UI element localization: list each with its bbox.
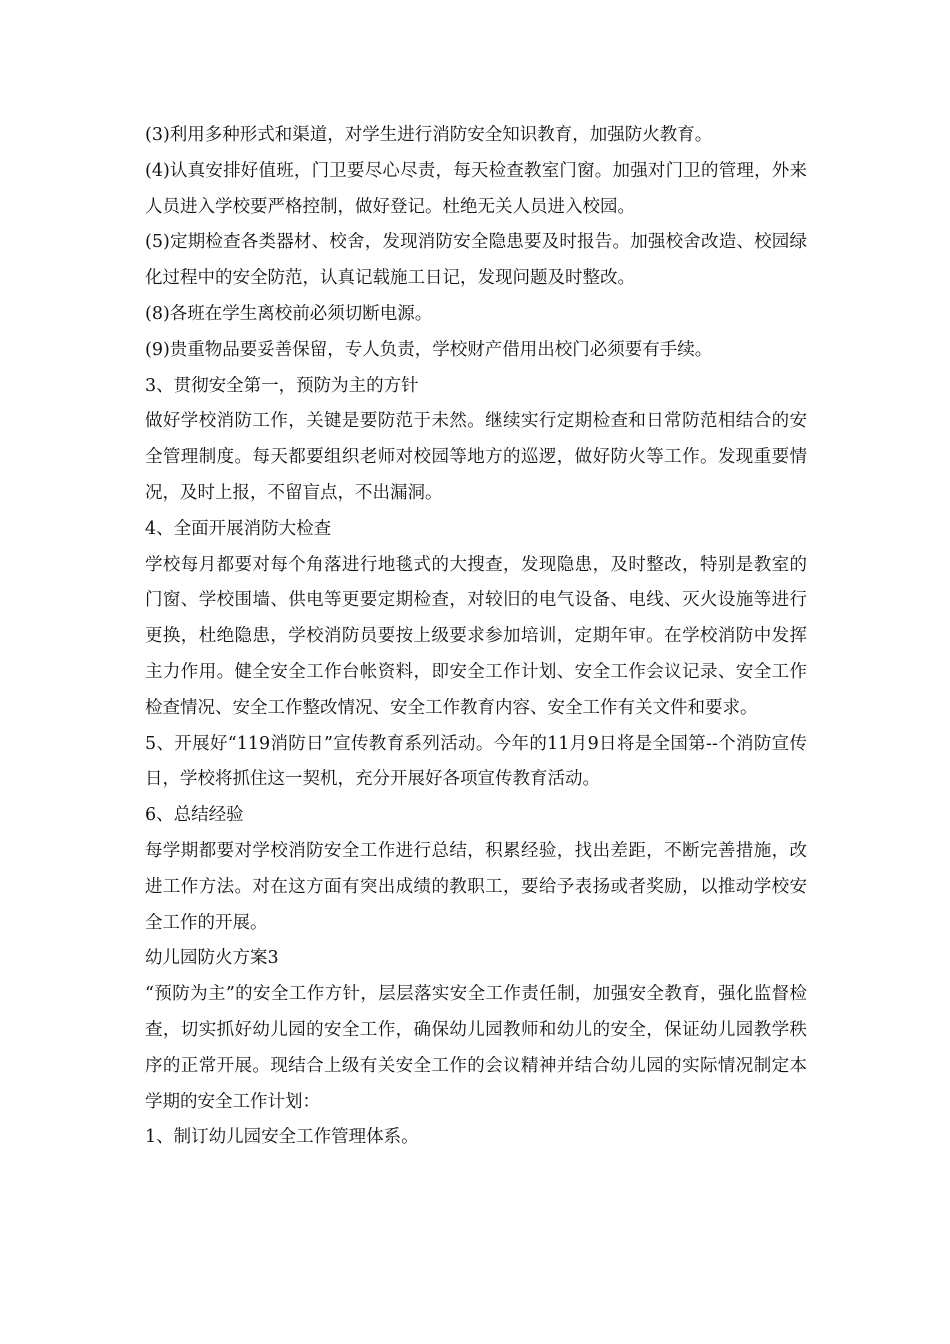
paragraph-body: 学校每月都要对每个角落进行地毯式的大搜查，发现隐患，及时整改，特别是教室的门窗、学校围墙、供电等更要定期检查，对较旧的电气设备、电线、灭火设施等进行更换，杜绝隐患，学校消防员要按上级要求参加培训，定期年审。在学校消防中发挥主力作用。健全安全工作台帐资料，即安全工作计划、安全工作会议记录、安全工作检查情况、安全工作整改情况、安全工作教育内容、安全工作有关文件和要求。: [145, 554, 807, 718]
paragraph-item-4: (4)认真安排好值班，门卫要尽心尽责，每天检查教室门窗。加强对门卫的管理，外来人员进入学校要严格控制，做好登记。杜绝无关人员进入校园。: [145, 160, 807, 217]
paragraph-item-9: (9)贵重物品要妥善保留，专人负责，学校财产借用出校门必须要有手续。: [145, 339, 713, 360]
document-section-title: 幼儿园防火方案3: [145, 948, 279, 969]
paragraph-body: “预防为主”的安全工作方针，层层落实安全工作责任制，加强安全教育，强化监督检查，切实抓好幼儿园的安全工作，确保幼儿园教师和幼儿的安全，保证幼儿园教学秩序的正常开展。现结合上级有关安全工作的会议精神并结合幼儿园的实际情况制定本学期的安全工作计划：: [145, 984, 807, 1112]
section-heading-3: 3、贯彻安全第一，预防为主的方针: [145, 375, 419, 396]
section-heading-5: 5、开展好“119消防日”宣传教育系列活动。今年的11月9日将是全国第--个消防宣传日，学校将抓住这一契机，充分开展好各项宣传教育活动。: [145, 733, 807, 790]
section-heading-4: 4、全面开展消防大检查: [145, 518, 332, 539]
paragraph-item-8: (8)各班在学生离校前必须切断电源。: [145, 303, 433, 324]
paragraph-body: 做好学校消防工作，关键是要防范于未然。继续实行定期检查和日常防范相结合的安全管理制度。每天都要组织老师对校园等地方的巡逻，做好防火等工作。发现重要情况，及时上报，不留盲点，不出漏洞。: [145, 411, 807, 503]
paragraph-item-5: (5)定期检查各类器材、校舍，发现消防安全隐患要及时报告。加强校舍改造、校园绿化过程中的安全防范，认真记载施工日记，发现问题及时整改。: [145, 232, 807, 289]
section-heading-1: 1、制订幼儿园安全工作管理体系。: [145, 1127, 419, 1148]
document-body: [145, 118, 807, 1156]
section-heading-6: 6、总结经验: [145, 805, 244, 826]
paragraph-body: 每学期都要对学校消防安全工作进行总结，积累经验，找出差距，不断完善措施，改进工作方法。对在这方面有突出成绩的教职工，要给予表扬或者奖励，以推动学校安全工作的开展。: [145, 840, 807, 933]
paragraph-item-3: (3)利用多种形式和渠道，对学生进行消防安全知识教育，加强防火教育。: [145, 125, 713, 145]
